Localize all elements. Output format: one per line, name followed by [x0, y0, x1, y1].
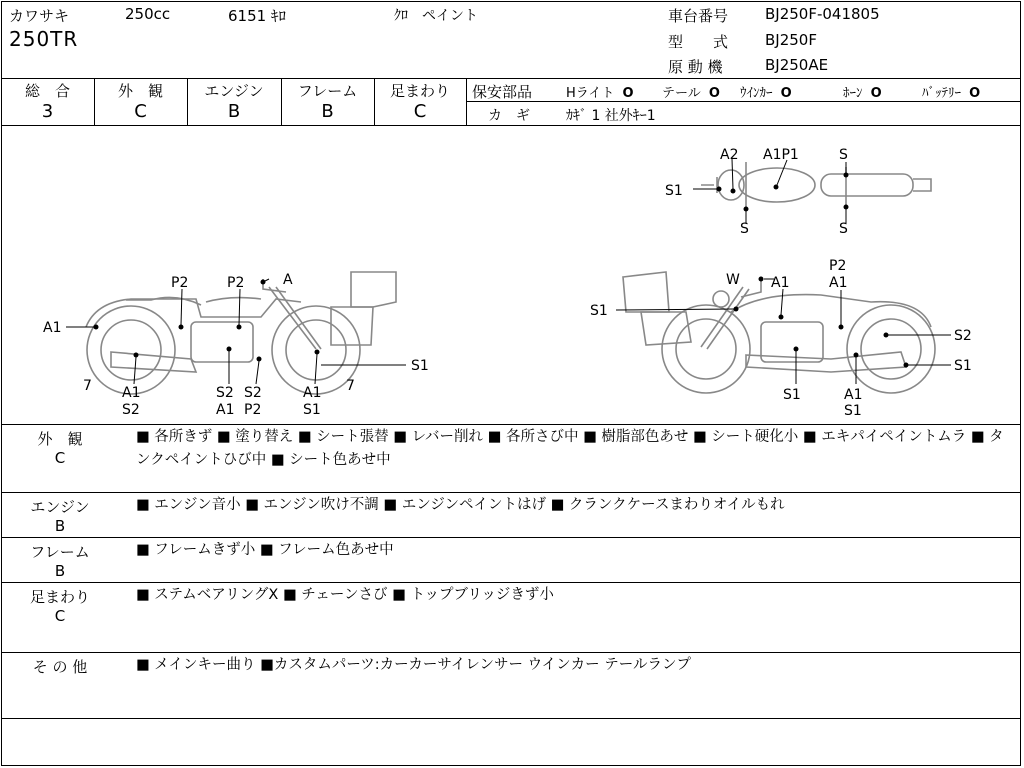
engine-value: BJ250AE	[765, 56, 829, 74]
safety-item-status: O	[870, 86, 882, 101]
safety-item-status: O	[622, 86, 634, 101]
comment-text-engine: ■ エンジン音小 ■ エンジン吹け不調 ■ エンジンペイントはげ ■ クランクケースまわりオイルもれ	[136, 497, 785, 513]
safety-item-tail	[662, 82, 720, 101]
divider	[1, 78, 1021, 79]
label-s1: S1	[303, 402, 321, 418]
comment-text-suspension: ■ ステムベアリングX ■ チェーンさび ■ トップブリッジきず小	[136, 587, 554, 603]
damage-diagram	[1, 127, 1021, 423]
divider	[466, 101, 1021, 102]
divider	[1, 718, 1021, 719]
safety-item-name: ﾊﾞｯﾃﾘｰ	[922, 86, 961, 101]
label-a1: A1	[829, 275, 848, 291]
safety-item-name: ｳｲﾝｶｰ	[740, 86, 773, 101]
safety-item-name: ﾎｰﾝ	[843, 86, 863, 101]
grade-label-total: 総 合	[24, 82, 70, 100]
mileage: 6151 ｷﾛ	[228, 7, 286, 25]
label-a2: A2	[720, 147, 739, 163]
diagram-leaders	[66, 159, 951, 384]
label-s2: S2	[954, 328, 972, 344]
grade-label-frame: フレーム	[297, 82, 358, 100]
label-p2: P2	[829, 258, 847, 274]
label-s1: S1	[665, 183, 683, 199]
grade-value-total: 3	[41, 101, 54, 122]
grade-label-suspension: 足まわり	[389, 82, 450, 100]
label-a1p1: A1P1	[763, 147, 799, 163]
label-a1: A1	[216, 402, 235, 418]
label-s2: S2	[216, 385, 234, 401]
label-s1: S1	[411, 358, 429, 374]
divider	[1, 537, 1021, 538]
displacement: 250cc	[125, 5, 171, 23]
label-p2: P2	[227, 275, 245, 291]
label-s: S	[839, 221, 848, 237]
maker: カワサキ	[9, 7, 70, 25]
safety-item-status: O	[708, 86, 720, 101]
label-a1: A1	[771, 275, 790, 291]
safety-item-battery	[922, 82, 980, 101]
label-s1: S1	[783, 387, 801, 403]
grade-value-suspension: C	[413, 101, 427, 122]
comment-category: フレーム	[30, 543, 90, 561]
comment-category: 足まわり	[29, 588, 90, 606]
safety-item-status: O	[969, 86, 981, 101]
grade-value-exterior: C	[134, 101, 147, 122]
comment-category: そ の 他	[32, 658, 88, 676]
safety-item-headlight	[566, 82, 634, 101]
safety-item-horn	[843, 82, 882, 101]
divider	[1, 652, 1021, 653]
divider	[1, 582, 1021, 583]
label-p2: P2	[171, 275, 189, 291]
grade-value-engine: B	[227, 101, 241, 122]
label-a: A	[283, 272, 293, 288]
label-s1: S1	[590, 303, 608, 319]
divider	[1, 125, 1021, 126]
safety-item-name: テール	[662, 86, 701, 101]
color: ｸﾛ ペイント	[394, 8, 478, 24]
label-s: S	[839, 147, 848, 163]
divider	[1, 492, 1021, 493]
comment-grade: C	[54, 607, 66, 625]
label-w: W	[726, 272, 740, 288]
comment-category: エンジン	[30, 498, 90, 516]
comment-grade: B	[54, 562, 66, 580]
label-a1: A1	[844, 387, 863, 403]
label-a1: A1	[43, 320, 62, 336]
model-name: 250TR	[9, 27, 79, 51]
label-7: 7	[346, 378, 355, 394]
comment-grade: C	[54, 449, 66, 467]
key-label: カ ギ	[488, 108, 530, 124]
key-value: ｶｷﾞ 1 社外ｷｰ1	[566, 108, 656, 124]
comment-text-other: ■ メインキー曲り ■カスタムパーツ:カーカーサイレンサー ウインカー テールランプ	[136, 657, 691, 673]
safety-item-status: O	[780, 86, 792, 101]
engine-label: 原 動 機	[668, 58, 723, 76]
frame-no-label: 車台番号	[668, 7, 729, 25]
grade-label-engine: エンジン	[204, 82, 264, 100]
diagram-text	[43, 147, 972, 419]
safety-label: 保安部品	[472, 83, 533, 101]
safety-item-winker	[740, 82, 792, 101]
label-s2: S2	[244, 385, 262, 401]
frame-no: BJ250F-041805	[765, 5, 880, 23]
label-s2: S2	[122, 402, 140, 418]
label-7: 7	[83, 378, 92, 394]
comment-grade: B	[54, 517, 66, 535]
label-s: S	[740, 221, 749, 237]
label-p2: P2	[244, 402, 262, 418]
safety-item-name: Hライト	[566, 86, 615, 101]
label-s1: S1	[844, 403, 862, 419]
label-a1: A1	[122, 385, 141, 401]
comment-text-exterior: ■ 各所きず ■ 塗り替え ■ シート張替 ■ レバー削れ ■ 各所さび中 ■ 樹脂部色あせ ■ シート硬化小 ■ エキパイペイントムラ ■ タンクペイントひび中 ■ シート色あせ中	[136, 429, 1004, 468]
grade-label-exterior: 外 観	[117, 82, 163, 100]
type-value: BJ250F	[765, 31, 817, 49]
bike-top-view	[701, 162, 931, 207]
label-a1: A1	[303, 385, 322, 401]
divider	[1, 424, 1021, 425]
grade-value-frame: B	[321, 101, 334, 122]
comment-category: 外 観	[37, 430, 83, 448]
label-s1: S1	[954, 358, 972, 374]
comment-text-frame: ■ フレームきず小 ■ フレーム色あせ中	[136, 542, 394, 558]
type-label: 型 式	[668, 33, 729, 51]
